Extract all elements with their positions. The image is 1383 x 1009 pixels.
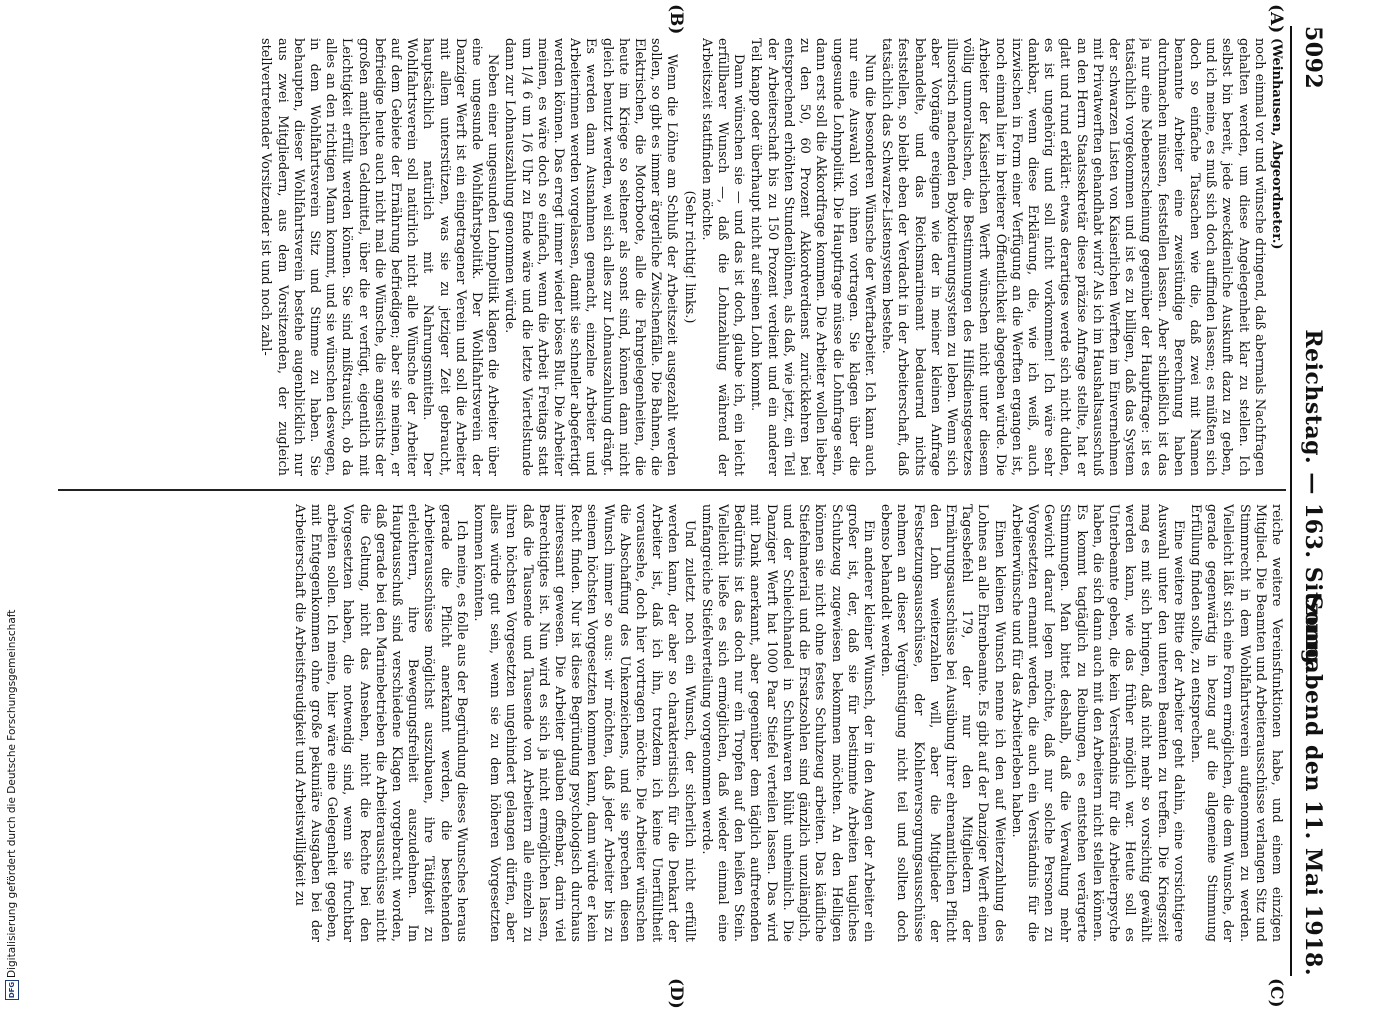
paragraph: Nun die besonderen Wünsche der Werftarbeiter. Ich kann auch nur eine Auswahl von ihnen vortragen. Sie klagen über die ungesunde Lohnpolitik. Die Hauptfrage müsse die Lohnfrage sein, dann erst soll die Akkordfrage kommen. Die Arbeiter wollen lieber zu den 50, 60 Prozent Akkordverdienst zurückkehren bei entsprechend erhöhten Stundenlöhnen, als daß, wie jetzt, ein Teil der Arbeiterschaft bis zu 150 Prozent verdient und ein anderer Teil knapp oder überhaupt nicht auf seinen Lohn kommt. xyxy=(748,38,877,476)
margin-marker-a: (A) xyxy=(1266,4,1286,34)
digitization-footer xyxy=(0,0,24,1000)
session-title: Reichstag. — 163. Sitzung. xyxy=(1300,329,1326,673)
left-text-column xyxy=(58,38,1284,476)
dfg-logo: DFG xyxy=(5,980,19,1000)
footer-text: Digitalisierung gefördert durch die Deutsche Forschungsgemeinschaft xyxy=(6,609,18,978)
interjection: (Sehr richtig! links.) xyxy=(681,190,697,324)
session-date: Sonnabend den 11. Mai 1918. xyxy=(1300,594,1326,976)
margin-marker-c: (C) xyxy=(1266,978,1286,1008)
paragraph: Dann wünschen sie — und das ist doch, glaube ich, ein leicht erfüllbarer Wunsch —, daß die Lohnzahlung während der Arbeitszeit stattfinden möchte. xyxy=(698,38,747,476)
header-rule xyxy=(1290,26,1292,976)
paragraph: Und zuletzt noch ein Wunsch, der sicherlich nicht erfüllt werden kann, der aber so charakteristisch für die Denkart der Arbeiter ist, daß ich ihn, trotzdem ich keine Unerfülltheit voraussehe, doch hier vortragen möchte. Die Arbeiter wünschen die Abschaffung des Unkenzeichens, und sie sprechen diesen Wunsch immer so aus: wir möchten, daß jeder Arbeiter bis zu seinem höchsten Vorgesetzten kommen kann, dann würde er kein Recht finden. Nur ist diese Begründung psychologisch durchaus interessant gewesen. Die Arbeiter glauben offenbar, darin viel Berechtigtes ist. Nun wird es sich ja nicht ermöglichen lassen, daß die Tausende und Tausende von Arbeitern alle einzeln zu ihren höchsten Vorgesetzten ungehindert gelangen dürfen, aber alles würde gut sein, wenn sie zu dem höheren Vorgesetzten kommen könnten. xyxy=(471,504,697,942)
speaker-line: (Weinhausen, Abgeordneter.) xyxy=(1269,38,1284,250)
paragraph: reiche weitere Vereinsfunktionen habe, und einem einzigen Mitglied. Die Beamten und Arbeiterausschüsse verlangen Sitz und Stimmrecht in dem Wohlfahrtsverein aufgenommen zu werden. Vielleicht läßt sich eine Form ermöglichen, die dem Wunsche, der gerade gegenwärtig in bezug auf die allgemeine Stimmung Erfüllung finden sollte, zu entsprechen. xyxy=(1187,504,1284,942)
paragraph: Einen kleinen Wunsch nenne ich den auf Weiterzahlung des Lohnes an alle Ehrenbeamte. Es gibt auf der Danziger Werft einen Tagesbefehl 179, der nur den Mitgliedern der Ernährungsausschüsse bei Ausübung ihrer ehrenamtlichen Pflicht den Lohn weiterzahlen will, aber die Mitglieder der Festsetzungsausschüsse, der Kohlenversorgungsausschüsse nehmen an dieser Vergünstigung nicht teil und sollten doch ebenso behandelt werden. xyxy=(878,504,1007,942)
rotated-page xyxy=(58,4,1326,1009)
paragraph: Ich meine, es folle aus der Begründung dieses Wunsches heraus gerade die Pflicht anerkannt werden, die bestehenden Arbeiterausschüsse möglichst auszubauen, ihre Tätigkeit zu erleichtern, ihre Bewegungsfreiheit auszudehnen. Im Hauptausschuß sind verschiedene Klagen vorgebracht worden, daß gerade bei den Marinebetrieben die Arbeiterausschüsse nicht die Geltung, nicht das Ansehen, nicht die Rechte bei den Vorgesetzten haben, die notwendig sind, wenn sie fruchtbar arbeiten sollen. Ich meine, hier wäre eine Gelegenheit gegeben, mit Entgegenkommen ohne große pekuniäre Ausgaben bei der Arbeiterschaft die Arbeitsfreudigkeit und Arbeitswilligkeit zu xyxy=(291,504,469,942)
right-text-column xyxy=(58,504,1284,942)
paragraph: noch einmal vor und wünsche dringend, daß abermals Nachfragen gehalten werden, um diese Angelegenheit klar zu stellen. Ich selbst bin bereit, jede zweckdienliche Auskunft dazu zu geben, und ich meine, es muß sich doch auffinden lassen; es müßten sich doch so einfache Tatsachen wie die, daß zwei mit Namen benannte Arbeiter eine zweistündige Berechnung haben durchmachen müssen, feststellen lassen. Aber schließlich ist das ja nur eine Nebenerscheinung gegenüber der Hauptfrage: ist es tatsächlich vorgekommen und ist es zu billigen, daß das System der schwarzen Listen von Kaiserlichen Werften im Einvernehmen mit Privatwerften gehandhabt wird? Als ich im Haushaltsausschuß an den Herrn Staatssekretär diese präzise Anfrage stellte, hat er glatt und rund erklärt: etwas derartiges werde sich nicht dulden, es ist ungehörig und soll nicht vorkommen! Ich wäre sehr dankbar, wenn diese Erklärung, die, wie ich weiß, auch inzwischen in Form einer Verfügung an die Werften ergangen ist, noch einmal hier in breiterer Öffentlichkeit abgegeben würde. Die Arbeiter der Kaiserlichen Werft wünschen nicht unter diesem völlig unmoralischen, die Bestimmungen des Hilfsdienstgesetzes illusorisch machenden Boykottierungssystem zu leben. Wenn sich aber Vorgänge ereignen wie der in meiner kleinen Anfrage behandelte, und das Reichsmarineamt bedauernd nichts feststellen, so bleibt eben der Verdacht in der Arbeiterschaft, daß tatsächlich das Schwarze-Listensystem bestehe. xyxy=(879,38,1267,476)
paragraph: Eine weitere Bitte der Arbeiter geht dahin, eine vorsichtigere Auswahl unter den unteren Beamten zu treffen. Die Kriegszeit mag es mit sich bringen, daß nicht mehr so vorsichtig gewählt werden kann, wie das früher möglich war. Heute soll es Unterbeamte geben, die kein Verständnis für die Arbeiterpsyche haben, die sich dann auch mit den Arbeitern nicht stellen können. Es kommt tagtäglich zu Reibungen, es entstehen verärgerte Stimmungen. Man bittet deshalb, daß die Verwaltung mehr Gewicht darauf legen möchte, daß nur solche Personen zu Vorgesetzten ernannt werden, die auch ein Verständnis für die Arbeiterwünsche und für das Arbeiterleben haben. xyxy=(1008,504,1186,942)
margin-marker-b: (B) xyxy=(666,4,686,35)
margin-marker-d: (D) xyxy=(666,978,686,1009)
paragraph: Ein anderer kleiner Wunsch, der in den Augen der Arbeiter ein großer ist, der, daß sie für bestimmte Arbeiten taugliches Schuhzeug zugewiesen bekommen möchten. An den Helligen können sie nicht ohne festes Schuhzeug arbeiten. Das käufliche Stiefelmaterial und die Ersatzsohlen sind gänzlich unzulänglich, und der Schleichhandel in Schuhwaren blüht unheimlich. Die Danziger Werft hat 1000 Paar Stiefel verteilen lassen. Das wird mit Dank anerkannt, aber gegenüber dem täglich auftretenden Bedürfnis ist das doch nur ein Tropfen auf den heißen Stein. Vielleicht ließe es sich ermöglichen, daß wieder einmal eine umfangreiche Stiefelverteilung vorgenommen werde. xyxy=(698,504,876,942)
page-number: 5092 xyxy=(1300,26,1326,90)
column-divider xyxy=(58,489,1286,491)
paragraph: Wenn die Löhne am Schluß der Arbeitszeit ausgezahlt werden sollen, so gibt es immer ärgerliche Zwischenfälle. Die Bahnen, die Elektrischen, die Motorboote, alle die Fahrgelegenheiten, die heute im Kriege so seltener als sonst sind, können dann nicht gleich benutzt werden, weil sich alles zur Lohnauszahlung drängt. Es werden dann Ausnahmen gemacht, einzelne Arbeiter und Arbeiterinnen werden vorgelassen, damit sie schneller abgefertigt werden können. Das erregt immer wieder böses Blut. Die Arbeiter meinen, es wäre doch so einfach, wenn die Arbeit Freitags statt um 1/4 6 um 1/6 Uhr zu Ende wäre und die letzte Viertelstunde dann zur Lohnauszahlung genommen würde. xyxy=(502,38,680,476)
page-header xyxy=(1292,26,1326,976)
paragraph: Neben einer ungesunden Lohnpolitik klagen die Arbeiter über eine ungesunde Wohlfahrtspolitik. Der Wohlfahrtsverein der Danziger Werft ist ein eingetragener Verein und soll die Arbeiter mit allem unterstützen, was sie zu jetziger Zeit gebraucht, hauptsächlich natürlich mit Nahrungsmitteln. Der Wohlfahrtsverein soll natürlich nicht alle Wünsche der Arbeiter auf dem Gebiete der Ernährung befriedigen; aber sie meinen, er befriedige heute auch nicht mal die Wünsche, die angesichts der großen amtlichen Geldmittel, über die er verfügt, eigentlich mit Leichtigkeit erfüllt werden können. Sie sind mißtrauisch, ob da alles an den richtigen Mann kommt, und sie wünschen deswegen, in dem Wohlfahrtsverein Sitz und Stimme zu haben. Sie behaupten, dieser Wohlfahrtsverein bestehe augenblicklich nur aus zwei Mitgliedern, aus dem Vorsitzenden, der zugleich stellvertretender Vorsitzender ist und noch zahl- xyxy=(258,38,501,476)
